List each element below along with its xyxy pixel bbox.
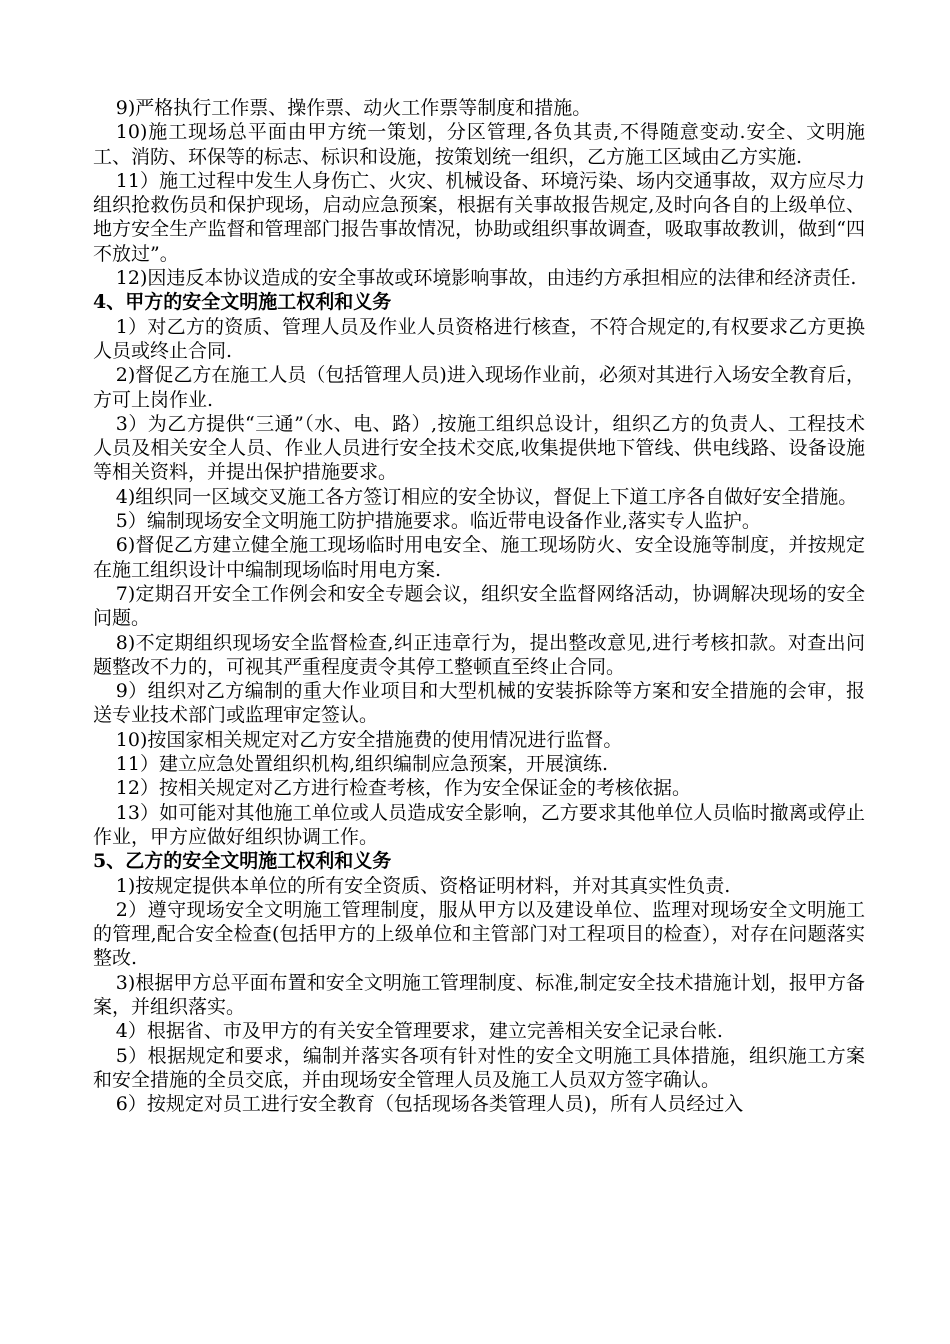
clause-paragraph: 7)定期召开安全工作例会和安全专题会议，组织安全监督网络活动，协调解决现场的安全问题。	[93, 582, 865, 630]
clause-paragraph: 13）如可能对其他施工单位或人员造成安全影响，乙方要求其他单位人员临时撤离或停止作业，甲方应做好组织协调工作。	[93, 801, 865, 848]
clause-paragraph: 2)督促乙方在施工人员（包括管理人员)进入现场作业前，必须对其进行入场安全教育后，方可上岗作业.	[93, 364, 865, 411]
clause-paragraph: 11）施工过程中发生人身伤亡、火灾、机械设备、环境污染、场内交通事故，双方应尽力组织抢救伤员和保护现场，启动应急预案，根据有关事故报告规定,及时向各自的上级单位、地方安全生产监督和管理部门报告事故情况，协助或组织事故调查，吸取事故教训，做到“四不放过”。	[93, 169, 865, 265]
clause-paragraph: 1）对乙方的资质、管理人员及作业人员资格进行核查，不符合规定的,有权要求乙方更换人员或终止合同.	[93, 315, 865, 362]
clause-paragraph: 4）根据省、市及甲方的有关安全管理要求，建立完善相关安全记录台帐.	[115, 1020, 723, 1043]
clause-paragraph: 5）编制现场安全文明施工防护措施要求。临近带电设备作业,落实专人监护。	[115, 510, 761, 533]
clause-paragraph: 10)按国家相关规定对乙方安全措施费的使用情况进行监督。	[115, 728, 623, 751]
clause-paragraph: 6)督促乙方建立健全施工现场临时用电安全、施工现场防火、安全设施等制度，并按规定在施工组织设计中编制现场临时用电方案.	[93, 534, 865, 581]
clause-paragraph: 12）按相关规定对乙方进行检查考核，作为安全保证金的考核依据。	[115, 777, 691, 800]
clause-paragraph: 9)严格执行工作票、操作票、动火工作票等制度和措施。	[115, 97, 592, 119]
clause-paragraph: 2）遵守现场安全文明施工管理制度，服从甲方以及建设单位、监理对现场安全文明施工的管理,配合安全检查(包括甲方的上级单位和主管部门对工程项目的检查），对存在问题落实整改.	[93, 898, 865, 970]
section-heading-5: 5、乙方的安全文明施工权利和义务	[93, 850, 392, 873]
clause-paragraph: 3)根据甲方总平面布置和安全文明施工管理制度、标准,制定安全技术措施计划，报甲方备案，并组织落实。	[93, 971, 865, 1018]
clause-paragraph: 8)不定期组织现场安全监督检查,纠正违章行为，提出整改意见,进行考核扣款。对查出问题整改不力的，可视其严重程度责令其停工整顿直至终止合同。	[93, 631, 865, 678]
clause-paragraph: 3）为乙方提供“三通”（水、电、路）,按施工组织总设计，组织乙方的负责人、工程技术人员及相关安全人员、作业人员进行安全技术交底,收集提供地下管线、供电线路、设备设施等相关资料，并提出保护措施要求。	[93, 412, 865, 484]
clause-paragraph: 6）按规定对员工进行安全教育（包括现场各类管理人员)，所有人员经过入	[115, 1093, 744, 1116]
section-heading-4: 4、甲方的安全文明施工权利和义务	[93, 291, 392, 314]
clause-paragraph: 10)施工现场总平面由甲方统一策划，分区管理,各负其责,不得随意变动.安全、文明施工、消防、环保等的标志、标识和设施，按策划统一组织，乙方施工区域由乙方实施.	[93, 121, 865, 168]
clause-paragraph: 11）建立应急处置组织机构,组织编制应急预案，开展演练.	[115, 753, 609, 776]
clause-paragraph: 5）根据规定和要求，编制并落实各项有针对性的安全文明施工具体措施，组织施工方案和安全措施的全员交底，并由现场安全管理人员及施工人员双方签字确认。	[93, 1044, 865, 1091]
document-page	[93, 96, 865, 1116]
clause-paragraph: 1)按规定提供本单位的所有安全资质、资格证明材料，并对其真实性负责.	[115, 874, 731, 897]
clause-paragraph: 4)组织同一区域交叉施工各方签订相应的安全协议，督促上下道工序各自做好安全措施。	[115, 485, 858, 508]
clause-paragraph: 9）组织对乙方编制的重大作业项目和大型机械的安装拆除等方案和安全措施的会审，报送专业技术部门或监理审定签认。	[93, 680, 865, 727]
clause-paragraph: 12)因违反本协议造成的安全事故或环境影响事故，由违约方承担相应的法律和经济责任.	[115, 267, 857, 290]
